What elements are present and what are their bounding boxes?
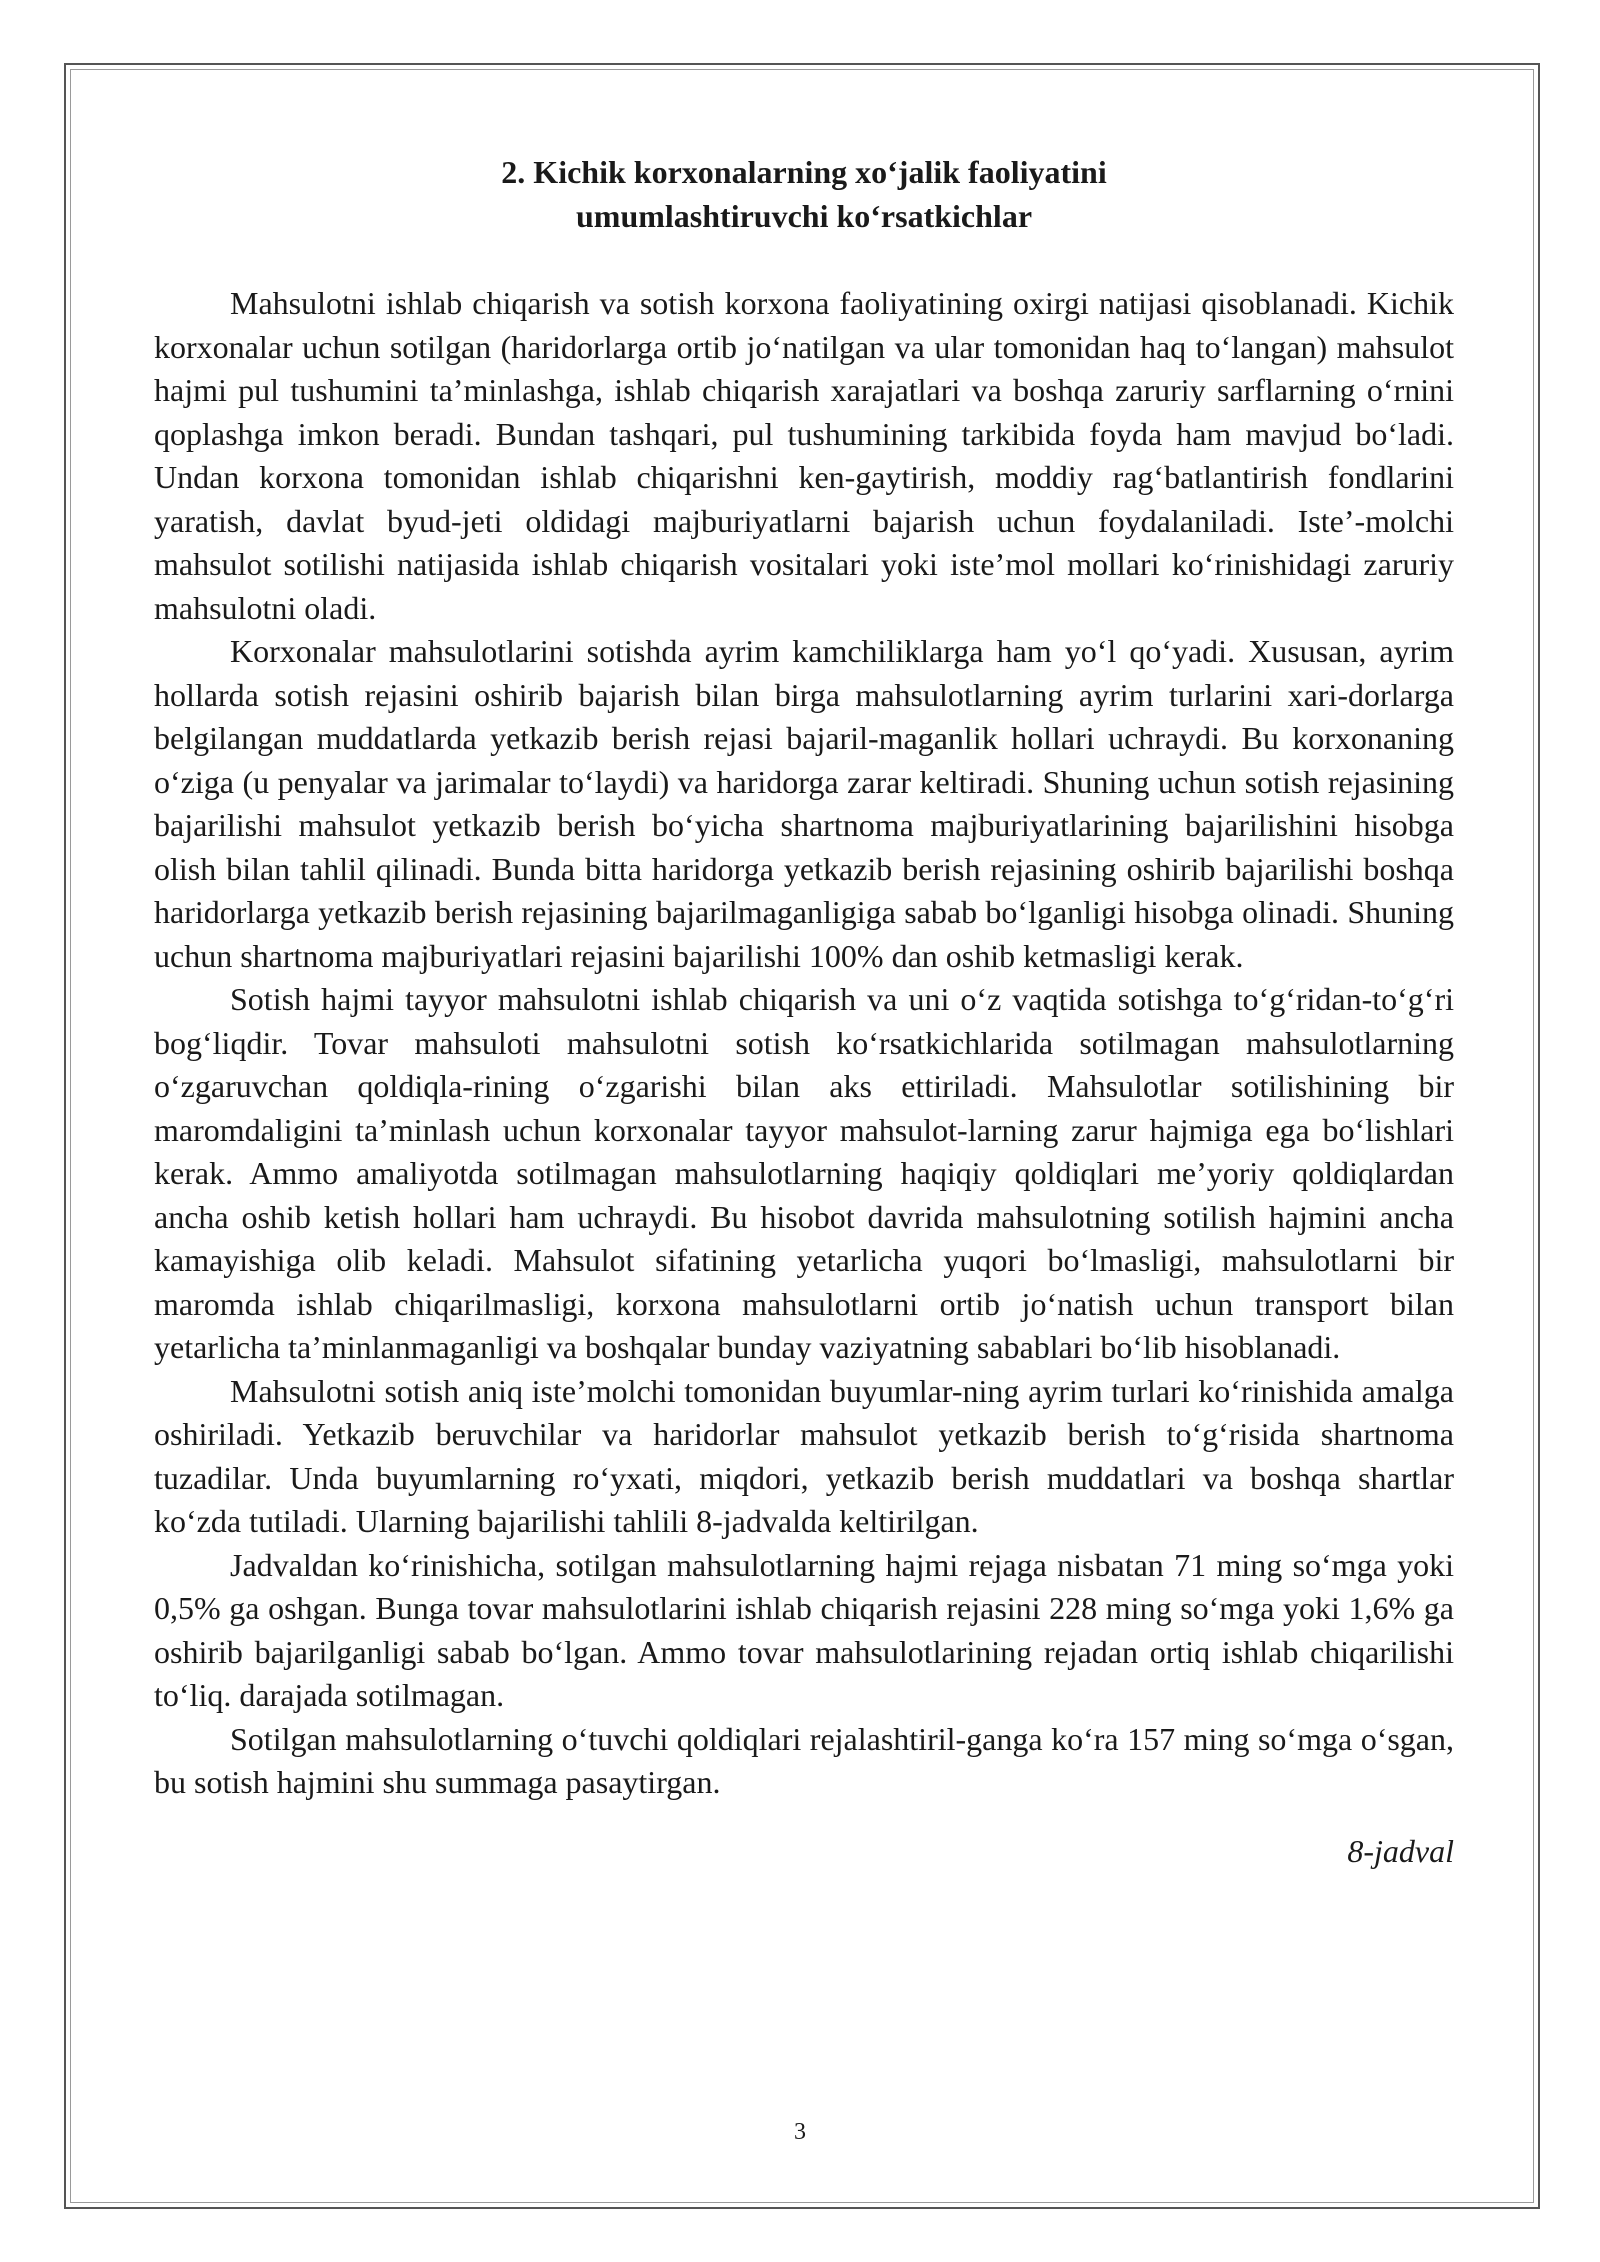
paragraph-6: Sotilgan mahsulotlarning o‘tuvchi qoldiqlari rejalashtiril-ganga ko‘ra 157 ming so‘mga o‘sgan, bu sotish hajmini shu summaga pasaytirgan.	[154, 1720, 1454, 1800]
paragraph-1: Mahsulotni ishlab chiqarish va sotish korxona faoliyatining oxirgi natijasi qisoblanadi. Kichik korxonalar uchun sotilgan (haridorlarga ortib jo‘natilgan va ular tomonidan haq to‘langan) mahsulot hajmi pul tushumini ta’minlashga, ishlab chiqarish xarajatlari va boshqa zaruriy sarflarning o‘rnini qoplashga imkon beradi. Bundan tashqari, pul tushumining tarkibida foyda ham mavjud bo‘ladi. Undan korxona tomonidan ishlab chiqarishni ken-gaytirish, moddiy rag‘batlantirish fondlarini yaratish, davlat byud-jeti oldidagi majburiyatlarni bajarish uchun foydalaniladi. Iste’-molchi mahsulot sotilishi natijasida ishlab chiqarish vositalari yoki iste’mol mollari ko‘rinishidagi zaruriy mahsulotni oladi.	[154, 285, 1454, 626]
paragraph-4: Mahsulotni sotish aniq iste’molchi tomonidan buyumlar-ning ayrim turlari ko‘rinishida amalga oshiriladi. Yetkazib beruvchilar va haridorlar mahsulot yetkazib berish to‘g‘risida shartnoma tuzadilar. Unda buyumlarning ro‘yxati, miqdori, yetkazib berish muddatlari va boshqa shartlar ko‘zda tutiladi. Ularning bajarilishi tahlili 8-jadvalda keltirilgan.	[154, 1372, 1454, 1539]
paragraph-2: Korxonalar mahsulotlarini sotishda ayrim kamchiliklarga ham yo‘l qo‘yadi. Xususan, ayrim hollarda sotish rejasini oshirib bajarish bilan birga mahsulotlarning ayrim turlarini xari-dorlarga belgilangan muddatlarda yetkazib berish rejasi bajaril-maganlik hollari uchraydi. Bu korxonaning o‘ziga (u penyalar va jarimalar to‘laydi) va haridorga zarar keltiradi. Shuning uchun sotish rejasining bajarilishi mahsulot yetkazib berish bo‘yicha shartnoma majburiyatlarining bajarilishini hisobga olish bilan tahlil qilinadi. Bunda bitta haridorga yetkazib berish rejasining oshirib bajarilishi boshqa haridorlarga yetkazib berish rejasining bajarilmaganligiga sabab bo‘lganligi hisobga olinadi. Shuning uchun shartnoma majburiyatlari rejasini bajarilishi 100% dan oshib ketmasligi kerak.	[154, 633, 1454, 974]
section-title	[154, 150, 1454, 238]
section-title-line-1: 2. Kichik korxonalarning xo‘jalik faoliyatini	[501, 154, 1107, 190]
page-content	[154, 150, 1454, 1873]
paragraph-3: Sotish hajmi tayyor mahsulotni ishlab chiqarish va uni o‘z vaqtida sotishga to‘g‘ridan-to‘g‘ri bog‘liqdir. Tovar mahsuloti mahsulotni sotish ko‘rsatkichlarida sotilmagan mahsulotlarning o‘zgaruvchan qoldiqla-rining o‘zgarishi bilan aks ettiriladi. Mahsulotlar sotilishining bir maromdaligini ta’minlash uchun korxonalar tayyor mahsulot-larning zarur hajmiga ega bo‘lishlari kerak. Ammo amaliyotda sotilmagan mahsulotlarning haqiqiy qoldiqlari me’yoriy qoldiqlardan ancha oshib ketish hollari ham uchraydi. Bu hisobot davrida mahsulotning sotilish hajmini ancha kamayishiga olib keladi. Mahsulot sifatining yetarlicha yuqori bo‘lmasligi, mahsulotlarni bir maromda ishlab chiqarilmasligi, korxona mahsulotlarni ortib jo‘natish uchun transport bilan yetarlicha ta’minlanmaganligi va boshqalar bunday vaziyatning sabablari bo‘lib hisoblanadi.	[154, 981, 1454, 1365]
table-label: 8-jadval	[1347, 1832, 1454, 1869]
section-title-line-2: umumlashtiruvchi ko‘rsatkichlar	[575, 198, 1033, 234]
paragraph-5: Jadvaldan ko‘rinishicha, sotilgan mahsulotlarning hajmi rejaga nisbatan 71 ming so‘mga yoki 0,5% ga oshgan. Bunga tovar mahsulotlarini ishlab chiqarish rejasini 228 ming so‘mga yoki 1,6% ga oshirib bajarilganligi sabab bo‘lgan. Ammo tovar mahsulotlarining rejadan ortiq ishlab chiqarilishi to‘liq. darajada sotilmagan.	[154, 1546, 1454, 1713]
page-number: 3	[794, 2119, 806, 2145]
